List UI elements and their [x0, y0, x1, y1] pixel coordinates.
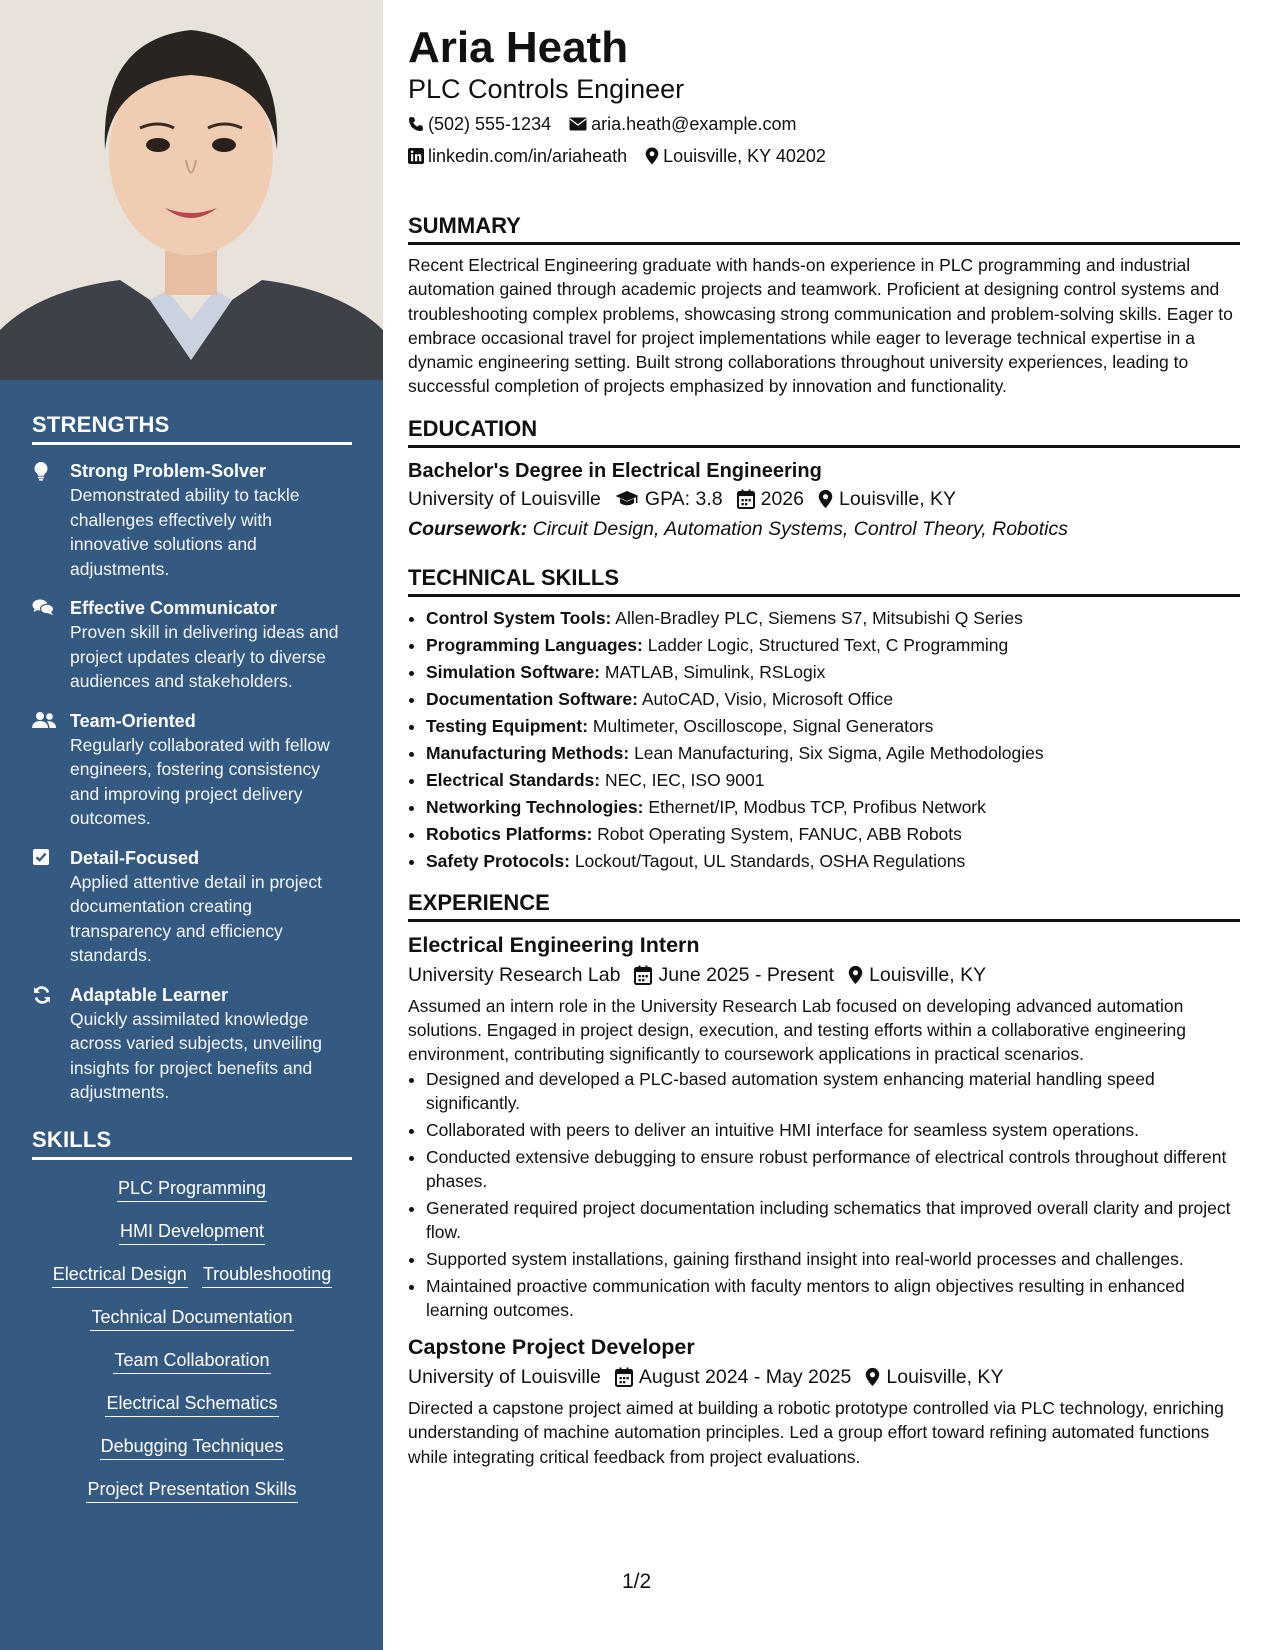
location-item — [645, 144, 826, 168]
technical-skill-item: • Networking Technologies: Ethernet/IP, Modbus TCP, Profibus Network — [426, 794, 1240, 821]
summary-heading: SUMMARY — [408, 212, 1240, 245]
experience-section — [408, 889, 1240, 1469]
candidate-name: Aria Heath — [408, 23, 629, 72]
job-bullet: • Collaborated with peers to deliver an intuitive HMI interface for seamless system operations. — [426, 1118, 1240, 1142]
gpa-text: GPA: 3.8 — [644, 487, 723, 510]
strength-title: Detail-Focused — [70, 847, 200, 868]
strength-item — [32, 596, 352, 694]
technical-skill-item: • Testing Equipment: Multimeter, Oscilloscope, Signal Generators — [426, 713, 1240, 740]
strength-item — [32, 983, 352, 1105]
strength-item — [32, 846, 352, 968]
job-meta — [408, 1362, 1240, 1392]
technical-skill-item: • Robotics Platforms: Robot Operating System, FANUC, ABB Robots — [426, 821, 1240, 848]
job-bullets — [408, 1067, 1240, 1322]
technical-skills-heading: TECHNICAL SKILLS — [408, 564, 1240, 597]
technical-skill-item: • Electrical Standards: NEC, IEC, ISO 9001 — [426, 767, 1240, 794]
lightbulb-icon — [32, 459, 70, 581]
strengths-heading: STRENGTHS — [32, 412, 352, 445]
technical-skill-item: • Control System Tools: Allen-Bradley PLC, Siemens S7, Mitsubishi Q Series — [426, 605, 1240, 632]
map-marker-icon — [818, 489, 833, 509]
strength-title: Adaptable Learner — [70, 984, 229, 1005]
technical-skills-list — [408, 605, 1240, 875]
education-heading: EDUCATION — [408, 415, 1240, 448]
job-location: Louisville, KY — [886, 1366, 1004, 1389]
check-square-icon — [32, 846, 70, 968]
technical-skills-section — [408, 564, 1240, 875]
strength-title: Team-Oriented — [70, 710, 196, 731]
strength-description: Quickly assimilated knowledge across varied subjects, unveiling insights for project benefits and adjustments. — [70, 1008, 322, 1102]
strength-title: Effective Communicator — [70, 598, 278, 618]
calendar-icon — [634, 965, 652, 985]
calendar-icon — [615, 1367, 633, 1387]
coursework-label: Coursework: — [408, 517, 528, 540]
phone-text: (502) 555-1234 — [428, 114, 552, 134]
skills-heading: SKILLS — [32, 1127, 352, 1160]
technical-skill-item: • Manufacturing Methods: Lean Manufacturing, Six Sigma, Agile Methodologies — [426, 740, 1240, 767]
strength-description: Regularly collaborated with fellow engineers, fostering consistency and improving project delivery outcomes. — [70, 734, 330, 828]
job-location: Louisville, KY — [869, 963, 987, 986]
degree-title: Bachelor's Degree in Electrical Engineering — [408, 459, 822, 482]
graduation-cap-icon — [615, 490, 639, 508]
skill-chip: PLC Programming — [117, 1176, 267, 1202]
linkedin-item[interactable] — [408, 144, 627, 168]
phone-icon — [408, 116, 424, 132]
strength-description: Proven skill in delivering ideas and project updates clearly to diverse audiences and stakeholders. — [70, 622, 339, 691]
job-description: Assumed an intern role in the University Research Lab focused on developing advanced automation solutions. Engaged in project design, execution, and testing efforts within a collaborative engineering environment, contributing significantly to coursework applications in practical scenarios. — [408, 995, 1186, 1065]
job-organization: University of Louisville — [408, 1366, 601, 1389]
strength-item — [32, 459, 352, 581]
location-text: Louisville, KY 40202 — [663, 146, 826, 166]
job-role: Capstone Project Developer — [408, 1335, 695, 1360]
calendar-icon — [737, 489, 755, 509]
job-bullet: • Designed and developed a PLC-based automation system enhancing material handling speed significantly. — [426, 1067, 1240, 1116]
graduation-year: 2026 — [760, 487, 804, 510]
job-bullet: • Conducted extensive debugging to ensure robust performance of electrical controls throughout different phases. — [426, 1145, 1240, 1194]
main-content — [408, 22, 1240, 1469]
job-entry — [408, 1332, 1240, 1469]
education-section — [408, 415, 1240, 544]
education-location: Louisville, KY — [838, 487, 957, 510]
skill-chip: Troubleshooting — [202, 1262, 332, 1288]
technical-skill-item: • Safety Protocols: Lockout/Tagout, UL Standards, OSHA Regulations — [426, 848, 1240, 875]
strength-description: Demonstrated ability to tackle challenges effectively with innovative solutions and adjustments. — [70, 485, 300, 579]
coursework — [408, 514, 1240, 544]
job-bullet: • Supported system installations, gaining firsthand insight into real-world processes and challenges. — [426, 1247, 1240, 1271]
skill-chip: Project Presentation Skills — [86, 1477, 297, 1503]
job-bullet: • Maintained proactive communication with faculty mentors to align objectives resulting in enhanced learning outcomes. — [426, 1274, 1240, 1323]
skill-chip: HMI Development — [119, 1219, 265, 1245]
linkedin-icon — [408, 148, 424, 164]
job-entry — [408, 930, 1240, 1322]
school-name: University of Louisville — [408, 487, 601, 510]
technical-skill-item: • Programming Languages: Ladder Logic, Structured Text, C Programming — [426, 632, 1240, 659]
job-dates: June 2025 - Present — [658, 963, 835, 986]
strength-description: Applied attentive detail in project documentation creating transparency and efficiency standards. — [70, 871, 322, 965]
education-meta — [408, 484, 1240, 514]
comments-icon — [32, 596, 70, 694]
contact-info — [408, 112, 1240, 168]
summary-text: Recent Electrical Engineering graduate with hands-on experience in PLC programming and industrial automation gained through academic projects and teamwork. Proficient at designing control systems and troubleshooting complex problems, showcasing strong communication and problem-solving skills. Eager to embrace occasional travel for project implementations while eager to leverage technical expertise in a dynamic engineering setting. Built strong collaborations throughout university experiences, leading to successful completion of projects emphasized by innovation and functionality. — [408, 255, 1233, 397]
job-bullet: • Generated required project documentation including schematics that improved overall clarity and project flow. — [426, 1196, 1240, 1245]
sync-icon — [32, 983, 70, 1105]
envelope-icon — [569, 117, 587, 131]
email-text: aria.heath@example.com — [591, 114, 797, 134]
map-marker-icon — [848, 965, 863, 985]
users-icon — [32, 709, 70, 831]
job-title: PLC Controls Engineer — [408, 74, 685, 104]
skill-chip: Electrical Schematics — [105, 1391, 278, 1417]
portrait-illustration — [0, 0, 383, 380]
skill-chip: Debugging Techniques — [100, 1434, 285, 1460]
sidebar — [0, 0, 383, 1650]
job-meta — [408, 960, 1240, 990]
profile-photo — [0, 0, 383, 380]
summary-section — [408, 212, 1240, 399]
strength-item — [32, 709, 352, 831]
skill-chip: Technical Documentation — [90, 1305, 293, 1331]
coursework-text: Circuit Design, Automation Systems, Control Theory, Robotics — [532, 517, 1068, 540]
map-marker-icon — [645, 147, 659, 165]
email-item[interactable] — [569, 112, 796, 136]
linkedin-text: linkedin.com/in/ariaheath — [428, 146, 628, 166]
page-number: 1/2 — [622, 1570, 652, 1593]
skill-chip: Electrical Design — [52, 1262, 188, 1288]
job-description: Directed a capstone project aimed at building a robotic prototype controlled via PLC technology, enriching understanding of machine automation principles. Led a group effort toward refining automated functions while integrating critical feedback from project evaluations. — [408, 1398, 1224, 1467]
technical-skill-item: • Simulation Software: MATLAB, Simulink, RSLogix — [426, 659, 1240, 686]
experience-heading: EXPERIENCE — [408, 889, 1240, 922]
technical-skill-item: • Documentation Software: AutoCAD, Visio, Microsoft Office — [426, 686, 1240, 713]
skills-list — [32, 1176, 352, 1503]
job-dates: August 2024 - May 2025 — [638, 1366, 852, 1389]
phone-item[interactable] — [408, 112, 551, 136]
job-role: Electrical Engineering Intern — [408, 932, 700, 957]
strength-title: Strong Problem-Solver — [70, 461, 267, 481]
map-marker-icon — [865, 1367, 880, 1387]
skill-chip: Team Collaboration — [113, 1348, 270, 1374]
job-organization: University Research Lab — [408, 963, 621, 986]
